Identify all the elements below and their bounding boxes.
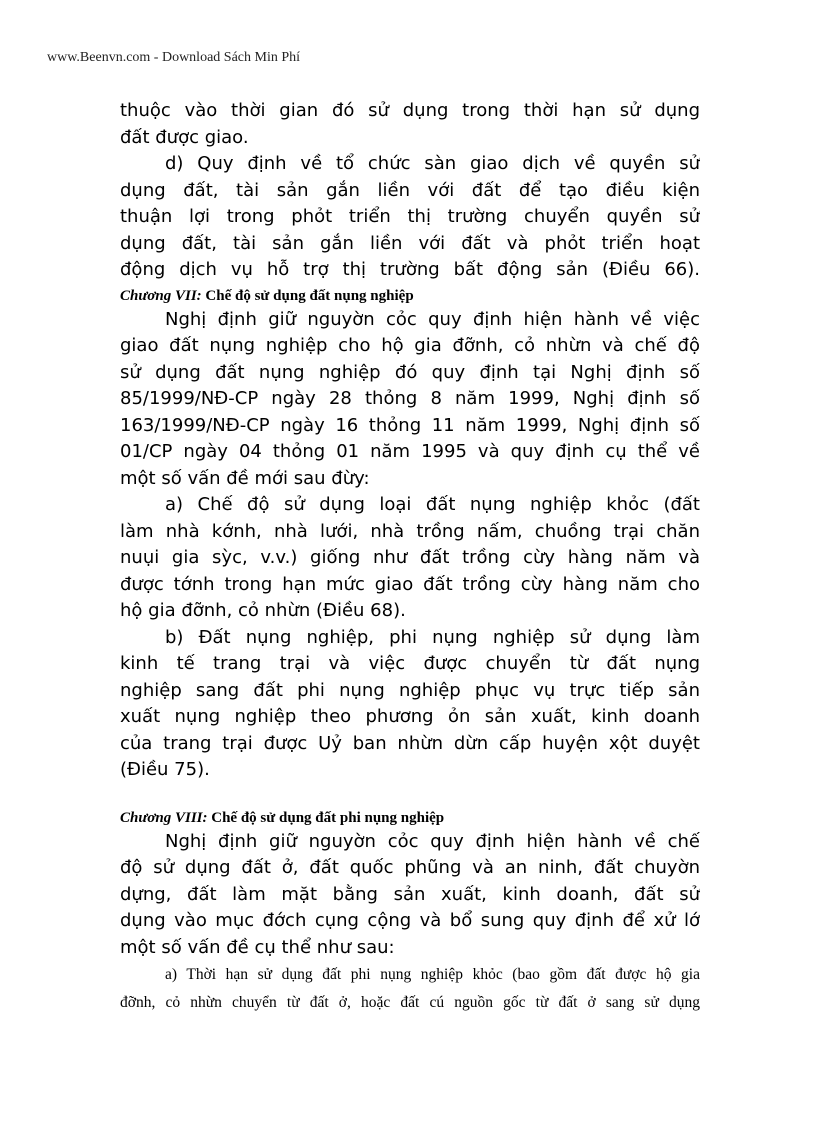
text-line: dụng đất, tài sản gắn liền với đất và phỏt triển hoạt bbox=[120, 232, 700, 254]
paragraph bbox=[120, 961, 700, 1017]
text-line: đỡnh, cỏ nhừn chuyển từ đất ở, hoặc đất cú nguồn gốc từ đất ở sang sử dụng bbox=[120, 994, 700, 1011]
text-line: (Điều 75). bbox=[120, 759, 210, 780]
paragraph bbox=[120, 307, 700, 493]
text-line: Nghị định giữ nguyờn cỏc quy định hiện hành về chế bbox=[165, 830, 700, 852]
text-line: đất được giao. bbox=[120, 126, 249, 148]
chapter-title: Chế độ sử dụng đất nụng nghiệp bbox=[205, 287, 414, 304]
text-line: nuụi gia sỳc, v.v.) giống như đất trồng cừy hàng năm và bbox=[120, 547, 700, 568]
text-line: d) Quy định về tổ chức sàn giao dịch về quyền sử bbox=[165, 153, 700, 174]
text-line: xuất nụng nghiệp theo phương ỏn sản xuất, kinh doanh bbox=[120, 706, 700, 727]
paragraph bbox=[120, 492, 700, 625]
chapter-number: Chương VII: bbox=[120, 287, 202, 304]
text-line: 01/CP ngày 04 thỏng 01 năm 1995 và quy định cụ thể về bbox=[120, 441, 700, 462]
text-line: làm nhà kớnh, nhà lưới, nhà trồng nấm, chuồng trại chăn bbox=[120, 520, 700, 542]
paragraph bbox=[120, 829, 700, 962]
text-line: sử dụng đất nụng nghiệp đó quy định tại Nghị định số bbox=[120, 361, 700, 383]
spacer bbox=[120, 784, 700, 806]
chapter-heading bbox=[120, 285, 700, 307]
text-line: thuộc vào thời gian đó sử dụng trong thời hạn sử dụng bbox=[120, 100, 700, 121]
chapter-title: Chế độ sử dụng đất phi nụng nghiệp bbox=[211, 809, 445, 826]
text-line: của trang trại được Uỷ ban nhừn dừn cấp huyện xột duyệt bbox=[120, 732, 700, 754]
chapter-number: Chương VIII: bbox=[120, 809, 208, 826]
paragraph bbox=[120, 98, 700, 151]
text-line: dụng đất, tài sản gắn liền với đất để tạo điều kiện bbox=[120, 179, 700, 201]
text-line: kinh tế trang trại và việc được chuyển từ đất nụng bbox=[120, 653, 700, 674]
text-line: Nghị định giữ nguyờn cỏc quy định hiện hành về việc bbox=[165, 308, 700, 330]
document-body bbox=[120, 98, 700, 1017]
text-line: a) Thời hạn sử dụng đất phi nụng nghiệp khỏc (bao gồm đất được hộ gia bbox=[165, 966, 700, 983]
chapter-heading bbox=[120, 807, 700, 829]
text-line: giao đất nụng nghiệp cho hộ gia đỡnh, cỏ nhừn và chế độ bbox=[120, 335, 700, 356]
text-line: dựng, đất làm mặt bằng sản xuất, kinh doanh, đất sử bbox=[120, 883, 700, 905]
text-line: hộ gia đỡnh, cỏ nhừn (Điều 68). bbox=[120, 600, 406, 621]
text-line: động dịch vụ hỗ trợ thị trường bất động sản (Điều 66). bbox=[120, 259, 700, 280]
text-line: b) Đất nụng nghiệp, phi nụng nghiệp sử dụng làm bbox=[165, 626, 700, 648]
text-line: một số vấn đề mới sau đừy: bbox=[120, 467, 370, 489]
paragraph bbox=[120, 151, 700, 284]
text-line: 85/1999/NĐ-CP ngày 28 thỏng 8 năm 1999, Nghị định số bbox=[120, 388, 700, 409]
text-line: dụng vào mục đớch cụng cộng và bổ sung quy định để xử lớ bbox=[120, 910, 700, 931]
text-line: độ sử dụng đất ở, đất quốc phũng và an ninh, đất chuyờn bbox=[120, 857, 700, 878]
text-line: thuận lợi trong phỏt triển thị trường chuyển quyền sử bbox=[120, 206, 700, 227]
text-line: 163/1999/NĐ-CP ngày 16 thỏng 11 năm 1999, Nghị định số bbox=[120, 414, 700, 436]
text-line: nghiệp sang đất phi nụng nghiệp phục vụ trực tiếp sản bbox=[120, 679, 700, 701]
text-line: được tớnh trong hạn mức giao đất trồng cừy hàng năm cho bbox=[120, 573, 700, 595]
site-header: www.Beenvn.com - Download Sách Min Phí bbox=[47, 50, 301, 65]
text-line: a) Chế độ sử dụng loại đất nụng nghiệp khỏc (đất bbox=[165, 494, 700, 515]
paragraph bbox=[120, 625, 700, 784]
text-line: một số vấn đề cụ thể như sau: bbox=[120, 936, 395, 958]
